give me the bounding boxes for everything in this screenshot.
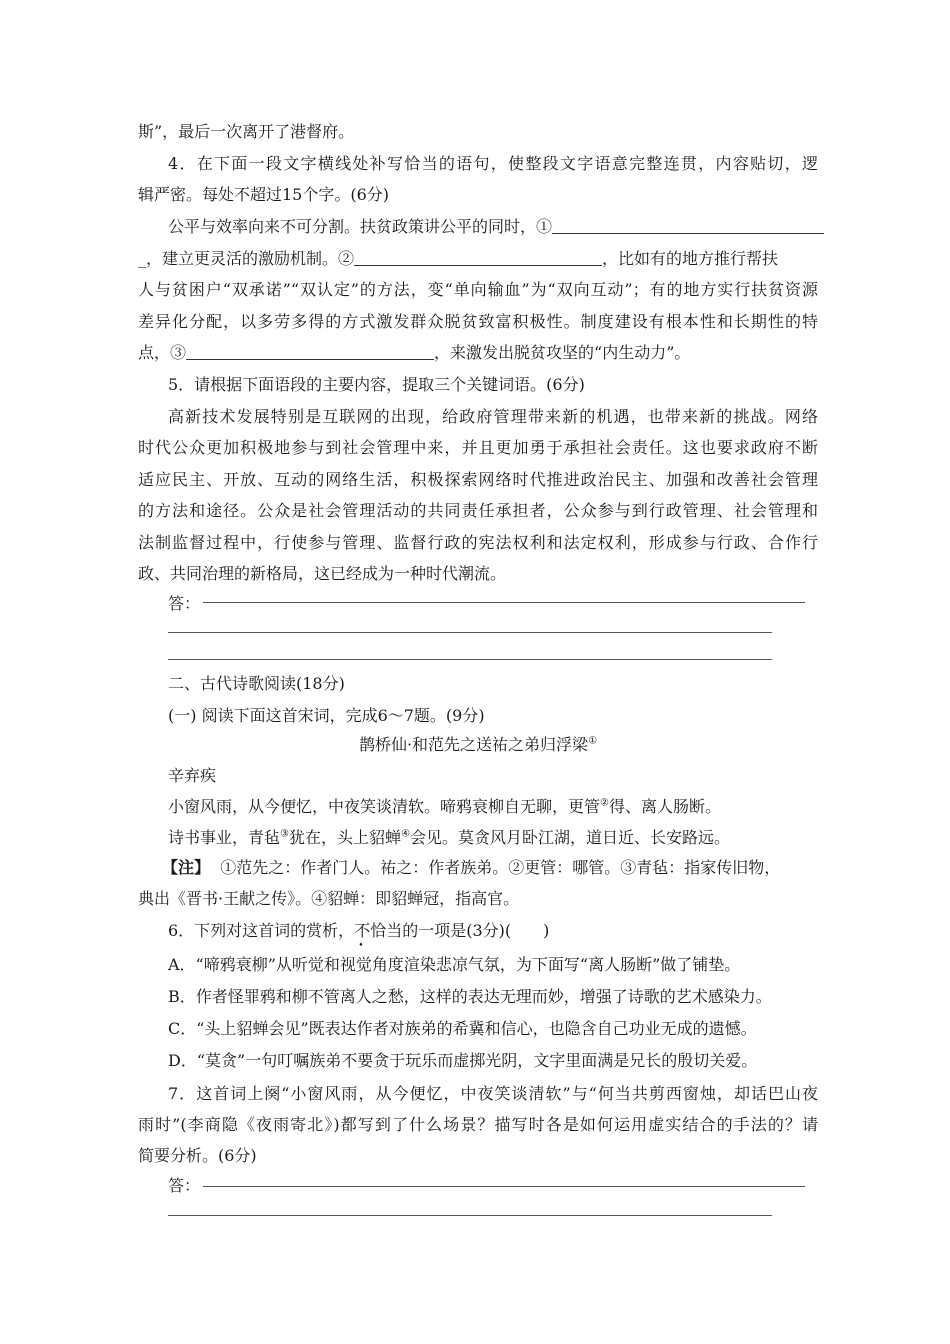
section-title: 二、古代诗歌阅读(18分) (168, 674, 345, 693)
subsection-title: (一) 阅读下面这首宋词，完成6～7题。(9分) (168, 706, 485, 725)
blank-3[interactable] (186, 341, 434, 360)
answer-line[interactable] (203, 1186, 805, 1187)
answer-line[interactable] (168, 1215, 772, 1216)
note-line: 典出《晋书·王献之传》。④貂蝉：即貂蝉冠，指高官。 (138, 889, 520, 908)
passage-4-line: 点，③ ，来激发出脱贫攻坚的“内生动力”。 (138, 343, 691, 362)
passage-4-line: 人与贫困户“双承诺”“双认定”的方法，变“单向输血”为“双向互动”；有的地方实行扶贫资源 (138, 280, 818, 299)
passage-4-line: _，建立更灵活的激励机制。② ，比如有的地方推行帮扶 (138, 249, 779, 268)
poem-line: 诗书事业，青毡③犹在，头上貂蝉④会见。莫贪风月卧江湖，道日近、长安路远。 (168, 828, 730, 847)
note-label: 【注】 (162, 858, 211, 877)
poem-line: 小窗风雨，从今便忆，中夜笑谈清软。啼鸦衰柳自无聊，更管②得、离人肠断。 (168, 797, 721, 816)
option-b[interactable]: B．作者怪罪鸦和柳不管离人之愁，这样的表达无理而妙，增强了诗歌的艺术感染力。 (168, 987, 772, 1006)
option-d[interactable]: D．“莫贪”一句叮嘱族弟不要贪于玩乐而虚掷光阴，文字里面满是兄长的殷切关爱。 (168, 1051, 758, 1070)
question-7-cont: 雨时”(李商隐《夜雨寄北》)都写到了什么场景？描写时各是如何运用虚实结合的手法的？请 (138, 1115, 818, 1134)
note-line: 【注】 ①范先之：作者门人。祐之：作者族弟。②更管：哪管。③青毡：指家传旧物， (162, 858, 781, 877)
passage-4-line: 公平与效率向来不可分割。扶贫政策讲公平的同时，① (168, 211, 818, 242)
passage-5-line: 的方法和途径。公众是社会管理活动的共同责任承担者，公众参与到行政管理、社会管理和 (138, 501, 818, 520)
passage-4-line: 差异化分配，以多劳多得的方式激发群众脱贫致富积极性。制度建设有根本性和长期性的特 (138, 312, 818, 331)
passage-5-line: 政、共同治理的新格局，这已经成为一种时代潮流。 (138, 564, 507, 583)
text-line: 斯”，最后一次离开了港督府。 (138, 122, 355, 141)
question-6: 6．下列对这首词的赏析，不恰当的一项是(3分)( ) (168, 921, 550, 940)
poem-title: 鹊桥仙·和范先之送祐之弟归浮梁① (358, 735, 598, 754)
question-7-cont: 简要分析。(6分) (138, 1146, 257, 1165)
option-a[interactable]: A．“啼鸦衰柳”从听觉和视觉角度渲染悲凉气氛，为下面写“离人肠断”做了铺垫。 (168, 955, 741, 974)
passage-5-line: 高新技术发展特别是互联网的出现，给政府管理带来新的机遇，也带来新的挑战。网络 (168, 407, 818, 426)
option-c[interactable]: C．“头上貂蝉会见”既表达作者对族弟的希冀和信心，也隐含自己功业无成的遗憾。 (168, 1019, 757, 1038)
answer-line[interactable] (203, 602, 805, 603)
question-4: 4．在下面一段文字横线处补写恰当的语句，使整段文字语意完整连贯，内容贴切，逻 (168, 154, 818, 173)
emphasis-dot-char: 不 (354, 921, 371, 940)
answer-line[interactable] (168, 632, 772, 633)
answer-label: 答： (168, 1176, 201, 1195)
blank-2[interactable] (354, 247, 602, 266)
answer-label: 答： (168, 594, 201, 613)
answer-line[interactable] (168, 659, 772, 660)
passage-5-line: 适应民主、开放、互动的网络生活，积极探索网络时代推进政治民主、加强和改善社会管理 (138, 470, 818, 489)
blank-1[interactable] (552, 215, 824, 234)
question-5: 5．请根据下面语段的主要内容，提取三个关键词语。(6分) (168, 375, 585, 394)
poem-author: 辛弃疾 (168, 766, 217, 785)
question-7: 7．这首词上阕“小窗风雨，从今便忆，中夜笑谈清软”与“何当共剪西窗烛，却话巴山夜 (168, 1084, 818, 1103)
question-4-cont: 辑严密。每处不超过15个字。(6分) (138, 185, 390, 204)
passage-5-line: 时代公众更加积极地参与到社会管理中来，并且更加勇于承担社会责任。这也要求政府不断 (138, 438, 818, 457)
passage-5-line: 法制监督过程中，行使参与管理、监督行政的宪法权利和法定权利，形成参与行政、合作行 (138, 533, 818, 552)
